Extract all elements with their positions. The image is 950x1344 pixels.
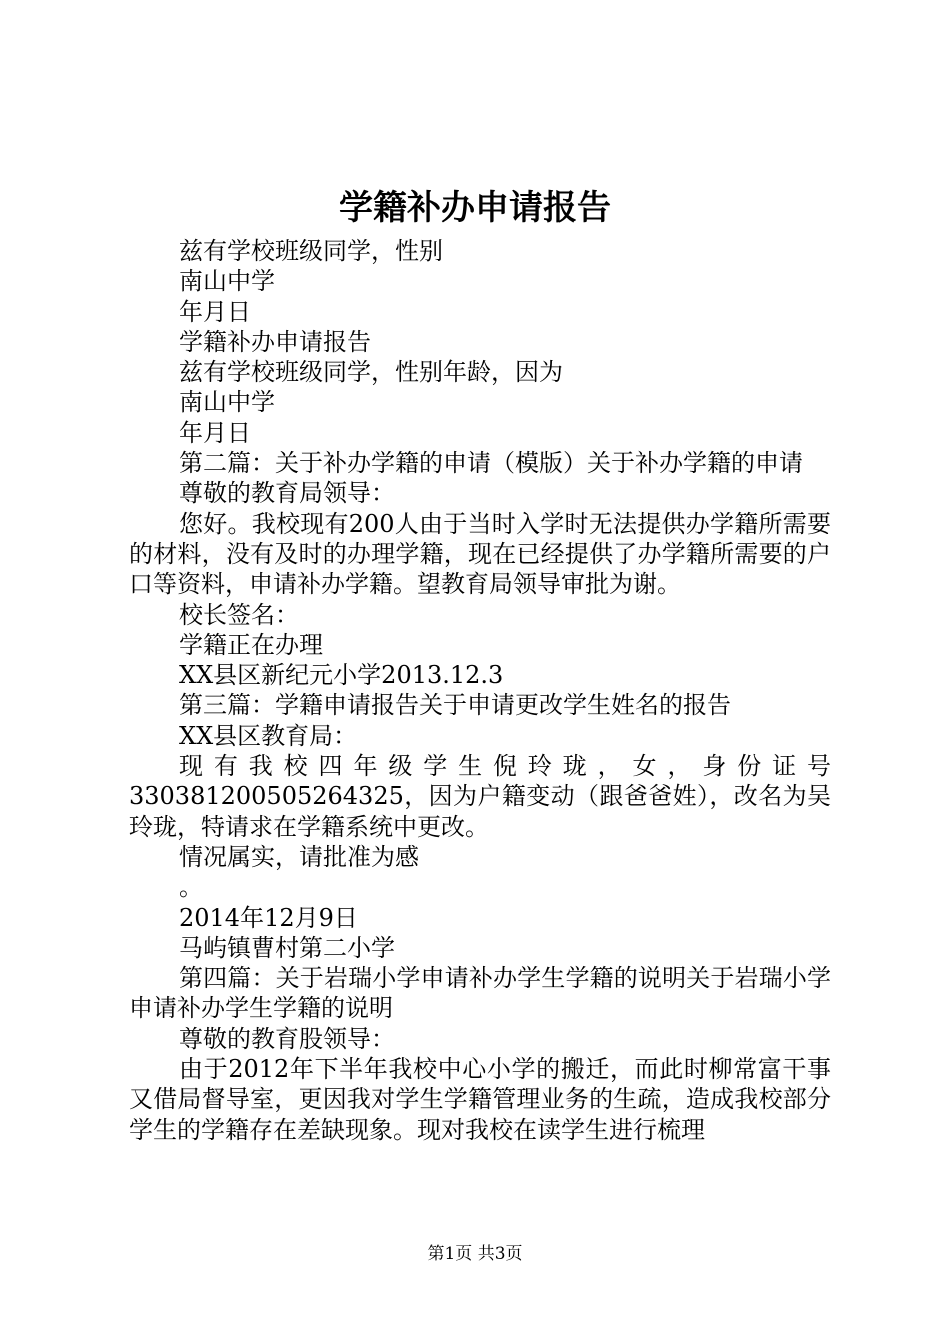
paragraph: 学籍补办申请报告 (179, 327, 371, 356)
paragraph: 。 (179, 873, 203, 902)
paragraph: 南山中学 (179, 388, 275, 417)
document-body (129, 236, 831, 1145)
document-title: 学籍补办申请报告 (339, 188, 611, 228)
sender-line: 马屿镇曹村第二小学 (179, 933, 395, 962)
date-line: 2014年12月9日 (179, 903, 358, 932)
signature-line: 校长签名： (179, 600, 299, 629)
page-footer: 第1页 共3页 (427, 1244, 523, 1264)
paragraph: 由于2012年下半年我校中心小学的搬迁，而此时柳常富干事又借局督导室，更因我对学生学籍管理业务的生疏，造成我校部分学生的学籍存在差缺现象。现对我校在读学生进行梳理 (129, 1055, 831, 1144)
paragraph: 学籍正在办理 (179, 630, 323, 659)
section-heading: 第二篇：关于补办学籍的申请（模版）关于补办学籍的申请 (179, 449, 803, 478)
paragraph: 兹有学校班级同学，性别年龄，因为 (179, 358, 563, 387)
section-heading: 第四篇：关于岩瑞小学申请补办学生学籍的说明关于岩瑞小学申请补办学生学籍的说明 (129, 964, 831, 1023)
paragraph: 您好。我校现有200人由于当时入学时无法提供办学籍所需要的材料，没有及时的办理学籍，现在已经提供了办学籍所需要的户口等资料，申请补办学籍。望教育局领导审批为谢。 (129, 509, 831, 599)
paragraph: 现有我校四年级学生倪玲珑，女，身份证号330381200505264325，因为户籍变动（跟爸爸姓），改名为吴玲珑，特请求在学籍系统中更改。 (129, 752, 831, 841)
paragraph: 年月日 (179, 418, 251, 447)
paragraph: 南山中学 (179, 267, 275, 296)
paragraph: 兹有学校班级同学，性别 (179, 237, 443, 265)
salutation: 尊敬的教育局领导： (179, 479, 395, 508)
section-heading: 第三篇：学籍申请报告关于申请更改学生姓名的报告 (179, 691, 731, 720)
salutation: 尊敬的教育股领导： (179, 1024, 395, 1053)
paragraph: 年月日 (179, 297, 251, 326)
sender-date: XX县区新纪元小学2013.12.3 (179, 661, 504, 690)
salutation: XX县区教育局： (179, 721, 358, 750)
paragraph: 情况属实，请批准为感 (179, 842, 419, 871)
